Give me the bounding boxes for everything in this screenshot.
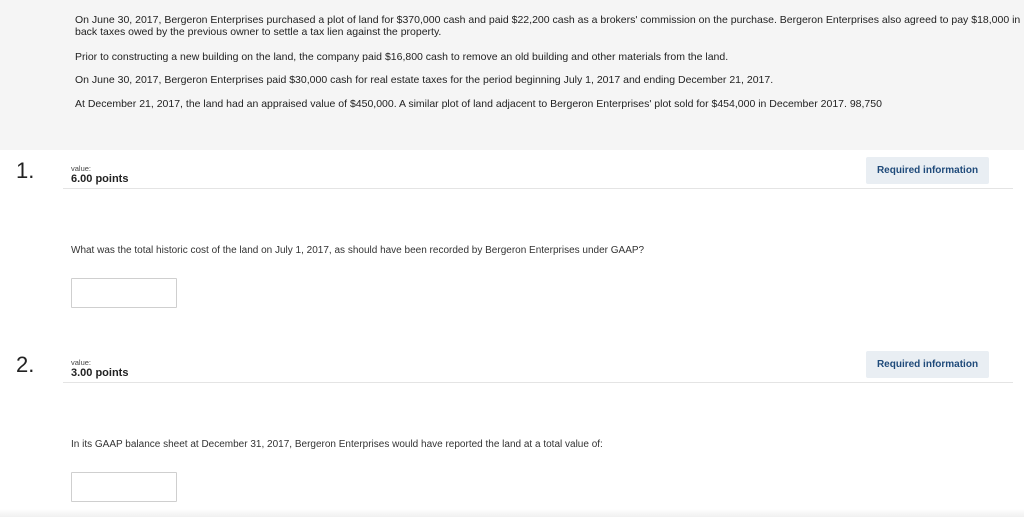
info-paragraph-purchase: On June 30, 2017, Bergeron Enterprises purchased a plot of land for $370,000 cash and paid $22,200 cash as a brokers' commission on the purchase. Bergeron Enterprises also agreed to pay $18,000 in back taxes owed by the previous owner to settle a tax lien against the property. xyxy=(75,14,1021,38)
required-information-panel xyxy=(0,0,1024,150)
answer-input[interactable] xyxy=(71,472,177,502)
info-paragraph-taxes: On June 30, 2017, Bergeron Enterprises paid $30,000 cash for real estate taxes for the period beginning July 1, 2017 and ending December 21, 2017. xyxy=(75,74,774,86)
points-value: 3.00 points xyxy=(71,367,129,379)
info-paragraph-demolition: Prior to constructing a new building on the land, the company paid $16,800 cash to remove an old building and other materials from the land. xyxy=(75,51,729,63)
required-information-button[interactable]: Required information xyxy=(866,157,989,184)
bottom-fade xyxy=(0,509,1024,517)
question-number: 2. xyxy=(16,352,35,377)
question-divider xyxy=(63,382,1013,383)
question-number: 1. xyxy=(16,158,35,183)
value-label: value: xyxy=(71,164,92,173)
answer-input[interactable] xyxy=(71,278,177,308)
question-prompt: In its GAAP balance sheet at December 31, 2017, Bergeron Enterprises would have reported the land at a total value of: xyxy=(71,439,603,450)
value-label: value: xyxy=(71,358,92,367)
info-paragraph-appraisal: At December 21, 2017, the land had an appraised value of $450,000. A similar plot of land adjacent to Bergeron Enterprises' plot sold for $454,000 in December 2017. 98,750 xyxy=(75,98,882,110)
question-divider xyxy=(63,188,1013,189)
points-value: 6.00 points xyxy=(71,173,129,185)
question-prompt: What was the total historic cost of the land on July 1, 2017, as should have been recorded by Bergeron Enterprises under GAAP? xyxy=(71,245,645,256)
required-information-button[interactable]: Required information xyxy=(866,351,989,378)
